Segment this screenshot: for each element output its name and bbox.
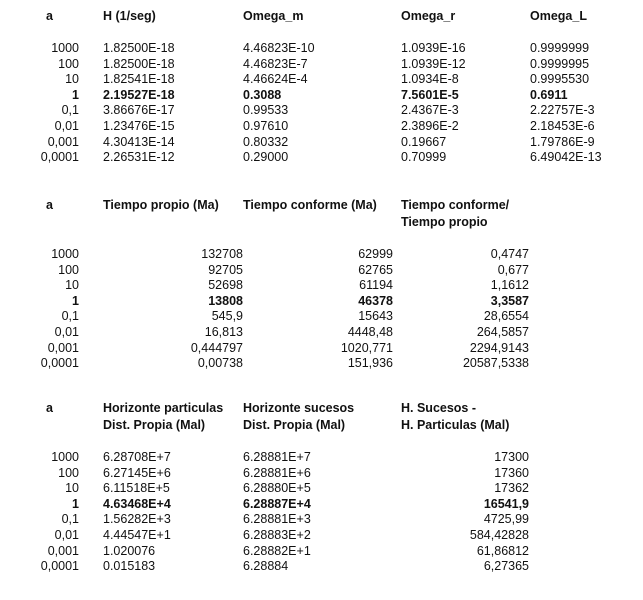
- table2-cell: 28,6554: [483, 309, 529, 324]
- table2-header-a: a: [46, 198, 53, 212]
- table1-cell: 0.29000: [243, 150, 289, 165]
- table2-cell: 0,001: [47, 340, 79, 355]
- table1-cell: 100: [58, 56, 79, 71]
- table3-cell: 6.28882E+1: [243, 543, 311, 558]
- table3-cell: 4.63468E+4: [103, 496, 171, 511]
- table1-cell: 0.9995530: [530, 72, 590, 87]
- table2-cell: 0,01: [54, 325, 79, 339]
- table3-cell: 17300: [494, 450, 529, 464]
- table1-cell: 1.0939E-12: [401, 56, 466, 71]
- table2-cell: 545,9: [211, 309, 243, 324]
- table2-header-ratio-line2: Tiempo propio: [401, 215, 488, 229]
- table3-cell: 6.28880E+5: [243, 481, 311, 496]
- table2-cell: 1000: [51, 247, 79, 261]
- table3-header-diff-line1: H. Sucesos -: [401, 401, 477, 415]
- table2-cell: 0,1: [61, 309, 79, 324]
- table1-cell: 1.0934E-8: [401, 72, 459, 87]
- table3-header-hs-line1: Horizonte sucesos: [243, 401, 355, 415]
- table2-header-ratio-line1: Tiempo conforme/: [401, 198, 510, 212]
- table1-cell: 0.6911: [530, 87, 568, 102]
- table2-cell: 132708: [201, 247, 243, 261]
- table1-cell: 3.86676E-17: [103, 103, 175, 118]
- table2-cell: 1020,771: [340, 340, 393, 355]
- table2-cell: 10: [65, 278, 79, 293]
- table3-header-hs-line2: Dist. Propia (Mal): [243, 418, 346, 432]
- table2-cell: 61194: [359, 278, 393, 293]
- table3-cell: 0,1: [61, 512, 79, 527]
- table3-cell: 6.28881E+7: [243, 450, 311, 464]
- table3-cell: 1000: [51, 450, 79, 464]
- table2-cell: 15643: [358, 309, 393, 324]
- table1-cell: 1.82500E-18: [103, 56, 175, 71]
- table3-cell: 17360: [494, 465, 529, 480]
- table1-cell: 2.3896E-2: [401, 119, 459, 133]
- table3-cell: 1.020076: [103, 543, 156, 558]
- table2-cell: 151,936: [347, 356, 393, 371]
- table1-cell: 6.49042E-13: [530, 150, 602, 165]
- table1-cell: 2.22757E-3: [530, 103, 595, 118]
- table3-cell: 6.28881E+3: [243, 512, 311, 527]
- table3-cell: 0,001: [47, 543, 79, 558]
- table3-cell: 6.28883E+2: [243, 528, 311, 542]
- table1-cell: 0.99533: [243, 103, 289, 118]
- table1-cell: 2.18453E-6: [530, 119, 595, 133]
- table2-cell: 1,1612: [490, 278, 529, 293]
- table1-cell: 0.70999: [401, 150, 447, 165]
- table3-header-a: a: [46, 401, 53, 415]
- table1-cell: 0.9999999: [530, 41, 590, 55]
- table1-cell: 0.9999995: [530, 56, 590, 71]
- table2-header-tiempo-propio: Tiempo propio (Ma): [103, 198, 219, 212]
- table3-cell: 584,42828: [469, 528, 529, 542]
- table1-header-a: a: [46, 9, 53, 23]
- table2-cell: 0,0001: [40, 356, 79, 371]
- table1-header-h: H (1/seg): [103, 9, 156, 23]
- table1-cell: 0.19667: [401, 134, 447, 149]
- table2-cell: 46378: [358, 293, 393, 308]
- table3-cell: 6.28881E+6: [243, 465, 311, 480]
- table1-cell: 7.5601E-5: [401, 87, 459, 102]
- table1-cell: 0.97610: [243, 119, 289, 133]
- table1-cell: 0,0001: [40, 150, 79, 165]
- table3-cell: 1: [72, 496, 79, 511]
- table1-cell: 4.46823E-10: [243, 41, 315, 55]
- table1-cell: 0,001: [47, 134, 79, 149]
- table1-cell: 4.30413E-14: [103, 134, 175, 149]
- table1-cell: 0.80332: [243, 134, 289, 149]
- table2-cell: 13808: [208, 293, 243, 308]
- table3-cell: 6.27145E+6: [103, 465, 171, 480]
- table2-cell: 0,444797: [190, 340, 243, 355]
- table1-cell: 2.19527E-18: [103, 87, 175, 102]
- table1-cell: 4.46823E-7: [243, 56, 308, 71]
- table1-header-omega-m: Omega_m: [243, 9, 304, 23]
- table2-cell: 3,3587: [490, 293, 529, 308]
- table2-cell: 264,5857: [476, 325, 529, 339]
- table1-cell: 2.4367E-3: [401, 103, 459, 118]
- table2-cell: 1: [72, 293, 79, 308]
- table3-cell: 10: [65, 481, 79, 496]
- table1-cell: 1.82500E-18: [103, 41, 175, 55]
- table1-cell: 4.46624E-4: [243, 72, 308, 87]
- table3-cell: 4725,99: [483, 512, 529, 527]
- table3-cell: 6.28884: [243, 559, 289, 574]
- table2-cell: 0,00738: [197, 356, 243, 371]
- table3-header-hp-line2: Dist. Propia (Mal): [103, 418, 206, 432]
- table3-cell: 0.015183: [103, 559, 156, 574]
- table2-cell: 100: [58, 262, 79, 277]
- table1-header-omega-l: Omega_L: [530, 9, 587, 23]
- table2-cell: 62765: [358, 262, 393, 277]
- table2-cell: 62999: [358, 247, 393, 261]
- table3-cell: 0,01: [54, 528, 79, 542]
- table1-cell: 2.26531E-12: [103, 150, 175, 165]
- table1-cell: 0,1: [61, 103, 79, 118]
- table2-cell: 0,4747: [490, 247, 529, 261]
- table1-header-omega-r: Omega_r: [401, 9, 456, 23]
- table2-cell: 20587,5338: [462, 356, 529, 371]
- table3-cell: 4.44547E+1: [103, 528, 171, 542]
- table3-cell: 6.28708E+7: [103, 450, 171, 464]
- table3-header-hp-line1: Horizonte particulas: [103, 401, 224, 415]
- table1-cell: 1000: [51, 41, 79, 55]
- table3-cell: 100: [58, 465, 79, 480]
- table1-cell: 0.3088: [243, 87, 282, 102]
- table3-cell: 16541,9: [483, 496, 529, 511]
- table2-cell: 2294,9143: [469, 340, 529, 355]
- table2-cell: 92705: [208, 262, 243, 277]
- table3-cell: 6.11518E+5: [103, 481, 170, 496]
- table2-cell: 0,677: [497, 262, 529, 277]
- table3-cell: 6,27365: [483, 559, 529, 574]
- table2-cell: 52698: [208, 278, 243, 293]
- table3-cell: 1.56282E+3: [103, 512, 171, 527]
- table3-cell: 61,86812: [476, 543, 529, 558]
- table3-cell: 0,0001: [40, 559, 79, 574]
- table2-cell: 4448,48: [347, 325, 393, 339]
- table1-cell: 1.82541E-18: [103, 72, 175, 87]
- table3-cell: 6.28887E+4: [243, 496, 311, 511]
- table1-cell: 1.79786E-9: [530, 134, 595, 149]
- table3-header-diff-line2: H. Particulas (Mal): [401, 418, 510, 432]
- table1-cell: 0,01: [54, 119, 79, 133]
- table2-header-tiempo-conforme: Tiempo conforme (Ma): [243, 198, 377, 212]
- table1-cell: 1.0939E-16: [401, 41, 466, 55]
- table3-cell: 17362: [494, 481, 529, 496]
- table2-cell: 16,813: [204, 325, 243, 339]
- table1-cell: 1.23476E-15: [103, 119, 175, 133]
- table1-cell: 10: [65, 72, 79, 87]
- table1-cell: 1: [72, 87, 79, 102]
